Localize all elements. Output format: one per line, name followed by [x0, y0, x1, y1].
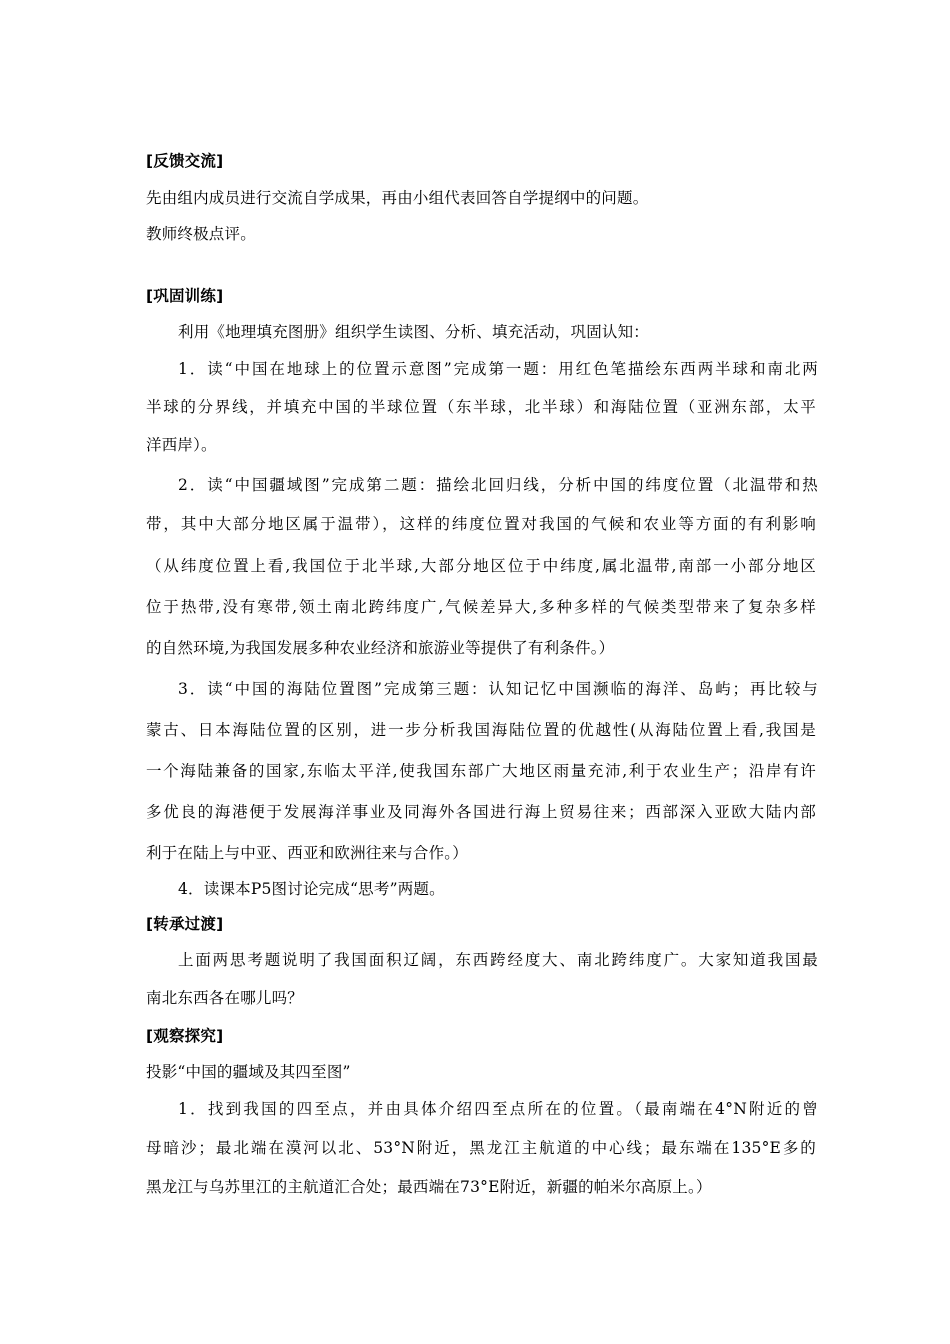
item3-line: 3．读“中国的海陆位置图”完成第三题：认知记忆中国濒临的海洋、岛屿；再比较与	[178, 680, 818, 698]
item2-line: 位于热带,没有寒带,领土南北跨纬度广,气候差异大,多种多样的气候类型带来了复杂多样	[146, 598, 816, 616]
observation-item1-line: 母暗沙；最北端在漠河以北、53°N附近，黑龙江主航道的中心线；最东端在135°E多的	[146, 1139, 816, 1157]
observation-item1-line: 黑龙江与乌苏里江的主航道汇合处；最西端在73°E附近，新疆的帕米尔高原上。）	[146, 1178, 712, 1196]
item3-line: 一个海陆兼备的国家,东临太平洋,使我国东部广大地区雨量充沛,利于农业生产；沿岸有许	[146, 762, 816, 780]
feedback-line: 教师终极点评。	[146, 225, 256, 243]
transition-line: 南北东西各在哪儿吗？	[146, 989, 304, 1007]
item2-line: （从纬度位置上看,我国位于北半球,大部分地区位于中纬度,属北温带,南部一小部分地区	[146, 557, 816, 575]
transition-heading: [转承过渡]	[146, 915, 224, 933]
item3-line: 多优良的海港便于发展海洋事业及同海外各国进行海上贸易往来；西部深入亚欧大陆内部	[146, 803, 816, 821]
feedback-line: 先由组内成员进行交流自学成果，再由小组代表回答自学提纲中的问题。	[146, 189, 649, 207]
item2-line: 带，其中大部分地区属于温带），这样的纬度位置对我国的气候和农业等方面的有利影响	[146, 515, 816, 533]
item1-line: 洋西岸）。	[146, 436, 217, 454]
feedback-heading: [反馈交流]	[146, 152, 224, 170]
observation-item1-line: 1．找到我国的四至点，并由具体介绍四至点所在的位置。（最南端在4°N附近的曾	[178, 1100, 818, 1118]
item1-line: 1．读“中国在地球上的位置示意图”完成第一题：用红色笔描绘东西两半球和南北两	[178, 360, 818, 378]
consolidation-heading: [巩固训练]	[146, 287, 224, 305]
item3-line: 蒙古、日本海陆位置的区别，进一步分析我国海陆位置的优越性(从海陆位置上看,我国是	[146, 721, 816, 739]
observation-heading: [观察探究]	[146, 1027, 224, 1045]
item3-line: 利于在陆上与中亚、西亚和欧洲往来与合作。）	[146, 844, 468, 862]
projection-line: 投影“中国的疆域及其四至图”	[146, 1063, 351, 1081]
item4-line: 4．读课本P5图讨论完成“思考”两题。	[178, 880, 445, 898]
transition-line: 上面两思考题说明了我国面积辽阔，东西跨经度大、南北跨纬度广。大家知道我国最	[178, 951, 818, 969]
item2-line: 2．读“中国疆域图”完成第二题：描绘北回归线，分析中国的纬度位置（北温带和热	[178, 476, 818, 494]
item2-line: 的自然环境,为我国发展多种农业经济和旅游业等提供了有利条件。）	[146, 639, 615, 657]
consolidation-intro: 利用《地理填充图册》组织学生读图、分析、填充活动，巩固认知：	[178, 323, 650, 341]
item1-line: 半球的分界线，并填充中国的半球位置（东半球，北半球）和海陆位置（亚洲东部，太平	[146, 398, 816, 416]
